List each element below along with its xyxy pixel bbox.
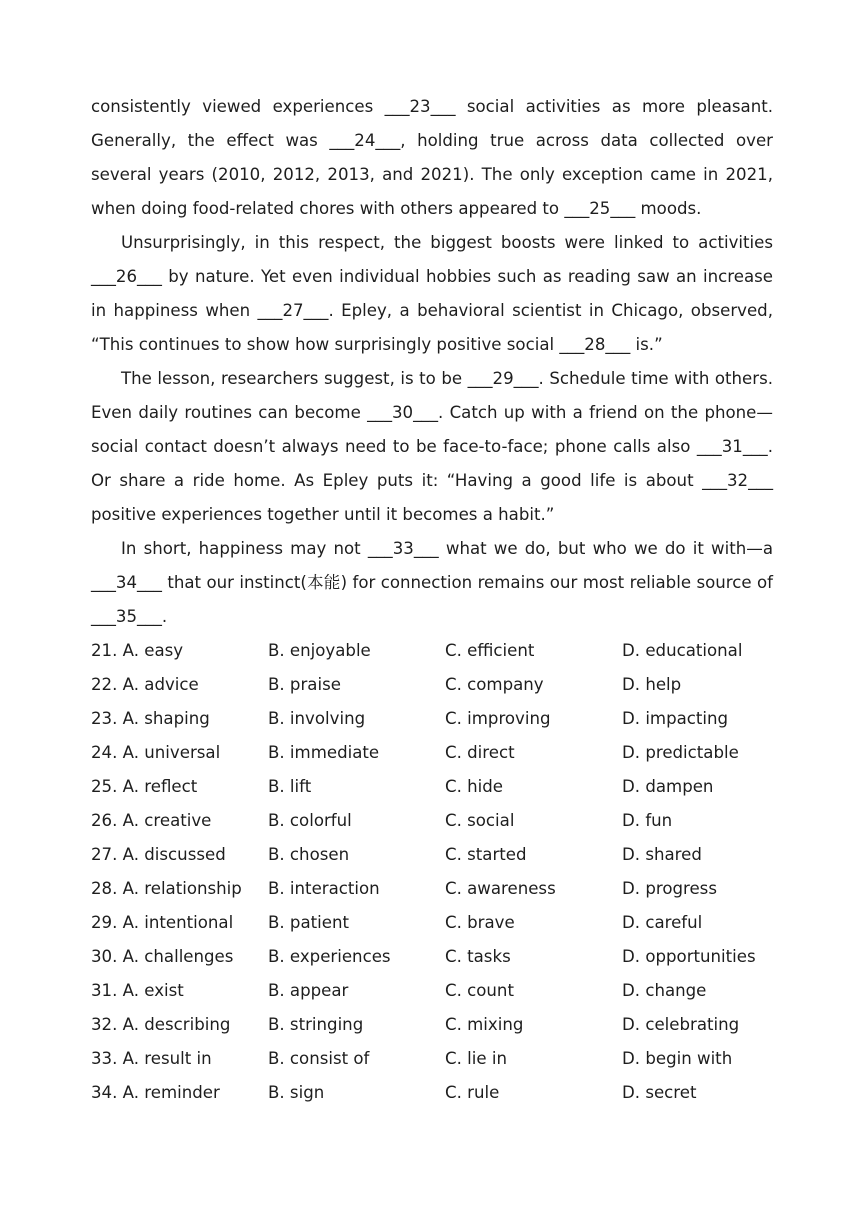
question-option-row xyxy=(91,668,773,702)
option-choice-c: C. mixing xyxy=(445,1015,524,1034)
option-choice-b: B. stringing xyxy=(268,1015,364,1034)
option-choice-c: C. started xyxy=(445,845,527,864)
option-choice-c: C. brave xyxy=(445,913,515,932)
option-choice-a: 26. A. creative xyxy=(91,811,212,830)
question-option-row xyxy=(91,634,773,668)
option-choice-d: D. help xyxy=(622,675,682,694)
passage-paragraph-1: consistently viewed experiences ___23___ social activities as more pleasant. Generally, the effect was ___24___, holding true across data collected over several years (2010, 2012, 2013, and 2021). The only exception came in 2021, when doing food-related chores with others appeared to ___25___ moods. xyxy=(91,97,773,218)
question-option-row xyxy=(91,770,773,804)
option-choice-c: C. efficient xyxy=(445,641,535,660)
option-choice-d: D. careful xyxy=(622,913,703,932)
option-choice-c: C. improving xyxy=(445,709,551,728)
option-choice-c: C. rule xyxy=(445,1083,500,1102)
option-choice-a: 30. A. challenges xyxy=(91,947,234,966)
question-option-row xyxy=(91,1008,773,1042)
option-choice-a: 24. A. universal xyxy=(91,743,221,762)
option-choice-b: B. consist of xyxy=(268,1049,370,1068)
option-choice-b: B. interaction xyxy=(268,879,380,898)
option-choice-a: 32. A. describing xyxy=(91,1015,231,1034)
question-option-row xyxy=(91,940,773,974)
option-choice-a: 33. A. result in xyxy=(91,1049,212,1068)
option-choice-a: 28. A. relationship xyxy=(91,879,242,898)
question-option-row xyxy=(91,838,773,872)
option-choice-b: B. chosen xyxy=(268,845,350,864)
option-choice-d: D. shared xyxy=(622,845,702,864)
passage-paragraph-2: Unsurprisingly, in this respect, the biggest boosts were linked to activities ___26___ by nature. Yet even individual hobbies such as reading saw an increase in happiness when ___27___. Epley, a behavioral scientist in Chicago, observed, “This continues to show how surprisingly positive social ___28___ is.” xyxy=(91,233,773,354)
question-option-row xyxy=(91,702,773,736)
option-choice-a: 27. A. discussed xyxy=(91,845,226,864)
option-choice-b: B. involving xyxy=(268,709,366,728)
option-choice-d: D. predictable xyxy=(622,743,739,762)
option-choice-d: D. change xyxy=(622,981,707,1000)
passage-paragraph-3: The lesson, researchers suggest, is to be ___29___. Schedule time with others. Even daily routines can become ___30___. Catch up with a friend on the phone—social contact doesn’t always need to be face-to-face; phone calls also ___31___. Or share a ride home. As Epley puts it: “Having a good life is about ___32___ positive experiences together until it becomes a habit.” xyxy=(91,369,773,524)
option-choice-a: 22. A. advice xyxy=(91,675,199,694)
question-option-row xyxy=(91,804,773,838)
option-choice-b: B. patient xyxy=(268,913,349,932)
question-option-row xyxy=(91,906,773,940)
option-choice-b: B. sign xyxy=(268,1083,325,1102)
option-choice-a: 29. A. intentional xyxy=(91,913,234,932)
option-choice-c: C. awareness xyxy=(445,879,556,898)
option-choice-d: D. opportunities xyxy=(622,947,756,966)
option-choice-d: D. begin with xyxy=(622,1049,733,1068)
option-choice-d: D. secret xyxy=(622,1083,697,1102)
question-option-row xyxy=(91,872,773,906)
answer-options-list xyxy=(91,634,773,1110)
option-choice-d: D. educational xyxy=(622,641,743,660)
option-choice-b: B. colorful xyxy=(268,811,352,830)
option-choice-c: C. lie in xyxy=(445,1049,507,1068)
option-choice-c: C. count xyxy=(445,981,514,1000)
option-choice-d: D. fun xyxy=(622,811,673,830)
option-choice-c: C. tasks xyxy=(445,947,511,966)
option-choice-a: 23. A. shaping xyxy=(91,709,210,728)
option-choice-c: C. company xyxy=(445,675,544,694)
option-choice-b: B. appear xyxy=(268,981,349,1000)
option-choice-b: B. enjoyable xyxy=(268,641,371,660)
option-choice-c: C. social xyxy=(445,811,515,830)
option-choice-c: C. hide xyxy=(445,777,504,796)
option-choice-c: C. direct xyxy=(445,743,515,762)
question-option-row xyxy=(91,1042,773,1076)
option-choice-b: B. experiences xyxy=(268,947,391,966)
option-choice-a: 21. A. easy xyxy=(91,641,184,660)
option-choice-a: 25. A. reflect xyxy=(91,777,198,796)
option-choice-d: D. dampen xyxy=(622,777,714,796)
question-option-row xyxy=(91,1076,773,1110)
question-option-row xyxy=(91,974,773,1008)
option-choice-d: D. progress xyxy=(622,879,717,898)
document-page xyxy=(91,90,773,1110)
passage-paragraph-4: In short, happiness may not ___33___ what we do, but who we do it with—a ___34___ that our instinct(本能) for connection remains our most reliable source of ___35___. xyxy=(91,539,773,626)
option-choice-a: 34. A. reminder xyxy=(91,1083,220,1102)
option-choice-b: B. praise xyxy=(268,675,341,694)
option-choice-d: D. celebrating xyxy=(622,1015,740,1034)
question-option-row xyxy=(91,736,773,770)
option-choice-a: 31. A. exist xyxy=(91,981,184,1000)
option-choice-b: B. lift xyxy=(268,777,312,796)
option-choice-d: D. impacting xyxy=(622,709,729,728)
option-choice-b: B. immediate xyxy=(268,743,380,762)
